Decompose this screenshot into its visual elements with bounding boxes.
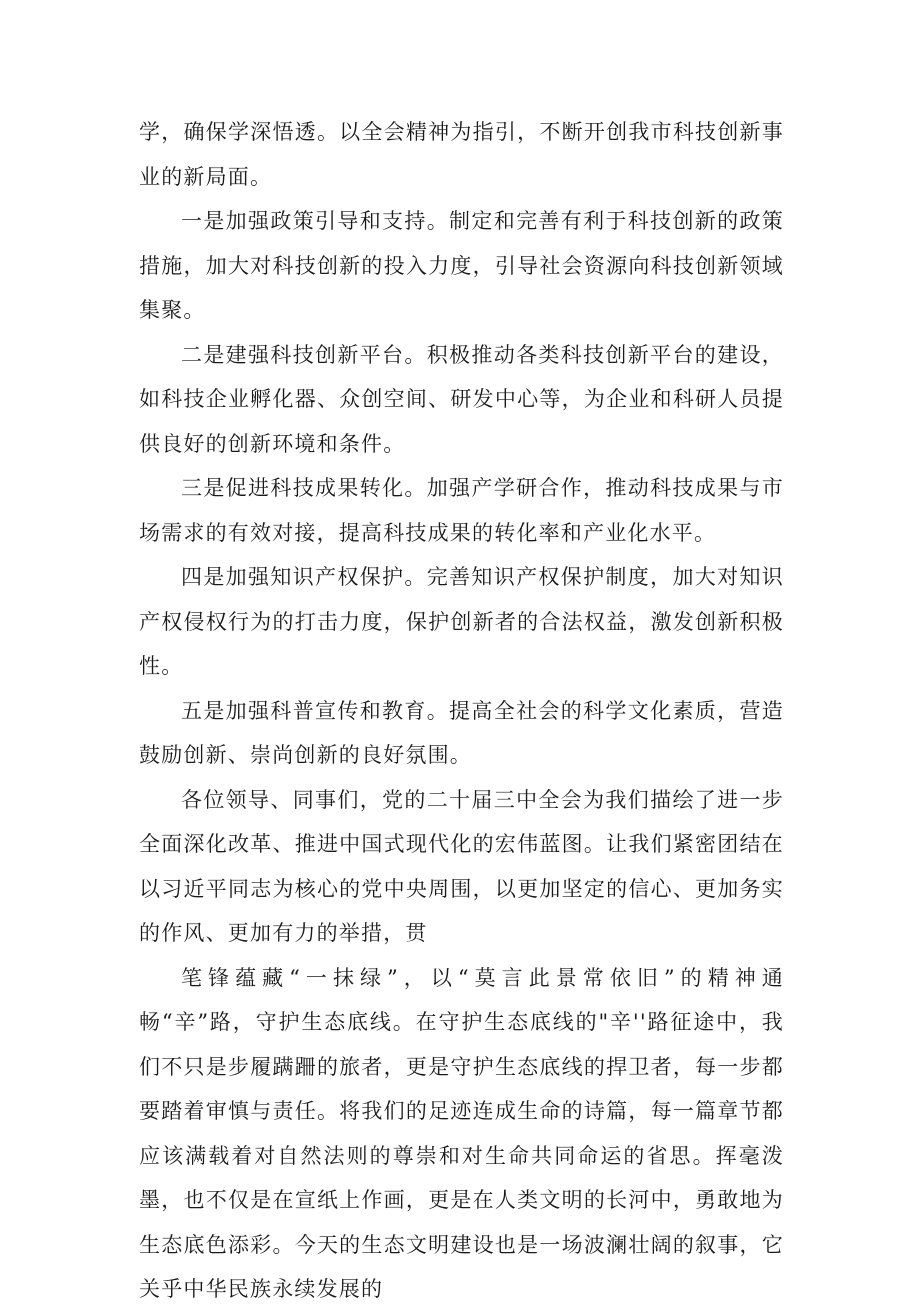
- paragraph-continuation: 学，确保学深悟透。以全会精神为指引，不断开创我市科技创新事业的新局面。: [139, 120, 784, 189]
- paragraph-ecology: 笔锋蕴藏“一抹绿”，以“莫言此景常依旧”的精神通畅“辛”路，守护生态底线。在守护生态底线的"辛''路征途中，我们不只是步履蹒跚的旅者，更是守护生态底线的捍卫者，每一步都要踏着审慎与责任。将我们的足迹连成生命的诗篇，每一篇章节都应该满载着对自然法则的尊崇和对生命共同命运的省思。挥毫泼墨，也不仅是在宣纸上作画，更是在人类文明的长河中，勇敢地为生态底色添彩。今天的生态文明建设也是一场波澜壮阔的叙事，它关乎中华民族永续发展的: [139, 965, 784, 1301]
- paragraph-innovation-platform: 二是建强科技创新平台。积极推动各类科技创新平台的建设，如科技企业孵化器、众创空间、研发中心等，为企业和科研人员提供良好的创新环境和条件。: [139, 342, 784, 456]
- paragraph-ip-protection: 四是加强知识产权保护。完善知识产权保护制度，加大对知识产权侵权行为的打击力度，保护创新者的合法权益，激发创新积极性。: [139, 565, 784, 678]
- paragraph-closing-remarks: 各位领导、同事们，党的二十届三中全会为我们描绘了进一步全面深化改革、推进中国式现代化的宏伟蓝图。让我们紧密团结在以习近平同志为核心的党中央周围，以更加坚定的信心、更加务实的作风、更加有力的举措，贯: [139, 787, 784, 945]
- document-body: [139, 110, 784, 1312]
- paragraph-achievement-transfer: 三是促进科技成果转化。加强产学研合作，推动科技成果与市场需求的有效对接，提高科技成果的转化率和产业化水平。: [139, 476, 784, 545]
- paragraph-science-popularization: 五是加强科普宣传和教育。提高全社会的科学文化素质，营造鼓励创新、崇尚创新的良好氛围。: [139, 698, 784, 767]
- paragraph-policy-guidance: 一是加强政策引导和支持。制定和完善有利于科技创新的政策措施，加大对科技创新的投入力度，引导社会资源向科技创新领域集聚。: [139, 209, 784, 322]
